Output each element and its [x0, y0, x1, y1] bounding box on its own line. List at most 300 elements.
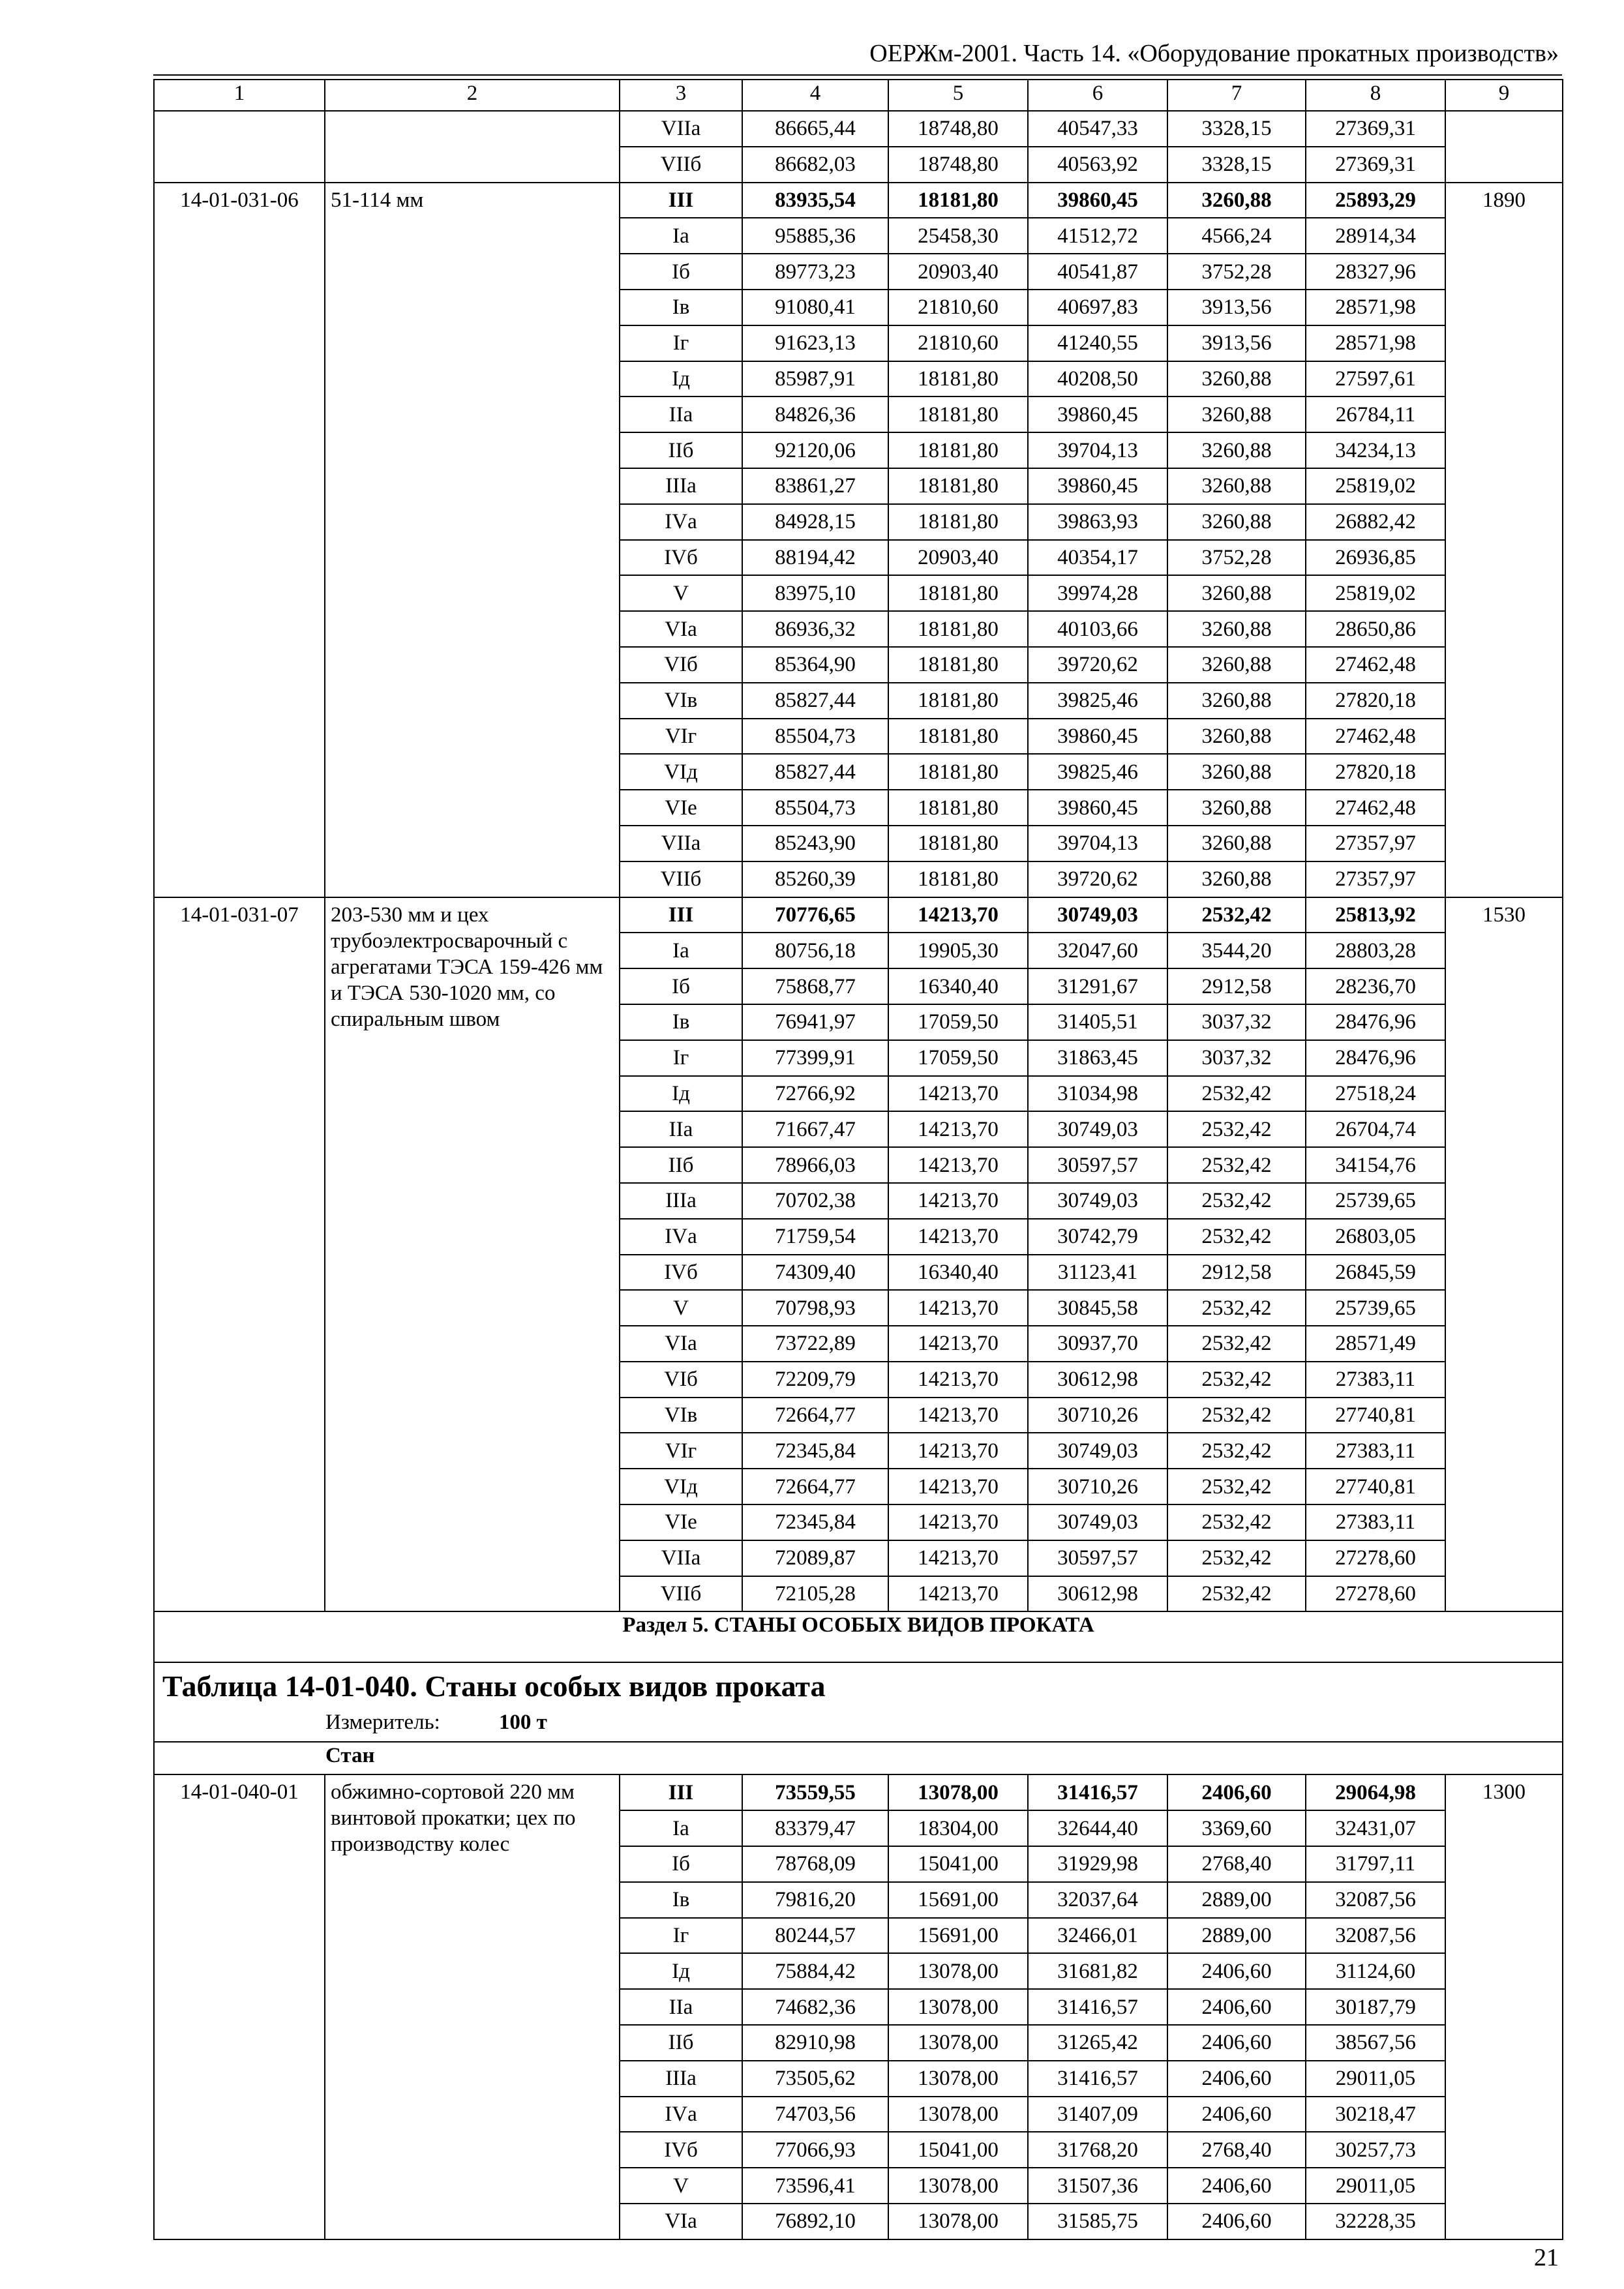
value-cell: 34154,76 [1306, 1147, 1445, 1183]
value-cell: 15691,00 [888, 1918, 1028, 1954]
value-cell: 30749,03 [1028, 897, 1167, 933]
value-cell: 30749,03 [1028, 1433, 1167, 1469]
value-cell: 2406,60 [1167, 2097, 1306, 2132]
value-cell: 13078,00 [888, 2168, 1028, 2204]
value-cell: 2532,42 [1167, 1469, 1306, 1504]
value-cell: 39704,13 [1028, 826, 1167, 861]
value-cell: 2889,00 [1167, 1882, 1306, 1918]
value-cell: 91080,41 [742, 290, 888, 325]
value-cell: 27383,11 [1306, 1362, 1445, 1398]
value-cell: 14213,70 [888, 1576, 1028, 1612]
value-cell: 28571,98 [1306, 290, 1445, 325]
region-cell: IVб [620, 2132, 742, 2168]
value-cell: 31797,11 [1306, 1846, 1445, 1882]
value-cell: 30749,03 [1028, 1111, 1167, 1147]
value-cell: 4566,24 [1167, 218, 1306, 254]
value-cell: 14213,70 [888, 1111, 1028, 1147]
region-cell: Iг [620, 1040, 742, 1076]
value-cell: 31585,75 [1028, 2204, 1167, 2239]
value-cell: 2406,60 [1167, 2204, 1306, 2239]
value-cell: 83975,10 [742, 575, 888, 611]
value-cell: 3544,20 [1167, 933, 1306, 968]
region-cell: Iб [620, 968, 742, 1004]
value-cell: 70702,38 [742, 1183, 888, 1219]
value-cell: 31407,09 [1028, 2097, 1167, 2132]
region-cell: IIIа [620, 468, 742, 504]
value-cell: 27820,18 [1306, 683, 1445, 719]
column-number: 3 [620, 80, 742, 111]
column-number: 4 [742, 80, 888, 111]
value-cell: 31929,98 [1028, 1846, 1167, 1882]
value-cell: 2889,00 [1167, 1918, 1306, 1954]
value-cell: 14213,70 [888, 1362, 1028, 1398]
value-cell: 88194,42 [742, 540, 888, 576]
column-number: 2 [325, 80, 620, 111]
value-cell: 85364,90 [742, 647, 888, 683]
value-cell: 32431,07 [1306, 1810, 1445, 1846]
value-cell: 2532,42 [1167, 1504, 1306, 1540]
value-cell: 2912,58 [1167, 1255, 1306, 1291]
region-cell: Iд [620, 1076, 742, 1112]
value-cell: 30937,70 [1028, 1326, 1167, 1362]
value-cell: 80756,18 [742, 933, 888, 968]
value-cell: 30597,57 [1028, 1147, 1167, 1183]
value-cell: 2532,42 [1167, 897, 1306, 933]
value-cell: 25813,92 [1306, 897, 1445, 933]
region-cell: VIIа [620, 111, 742, 147]
value-cell: 18181,80 [888, 361, 1028, 397]
value-cell: 74309,40 [742, 1255, 888, 1291]
value-cell: 25739,65 [1306, 1290, 1445, 1326]
value-cell: 19905,30 [888, 933, 1028, 968]
value-cell: 39720,62 [1028, 861, 1167, 897]
value-cell: 14213,70 [888, 1469, 1028, 1504]
value-cell: 32037,64 [1028, 1882, 1167, 1918]
value-cell: 3260,88 [1167, 504, 1306, 540]
value-cell: 86665,44 [742, 111, 888, 147]
value-cell: 39860,45 [1028, 790, 1167, 826]
table-body [154, 80, 1563, 2239]
value-cell: 3328,15 [1167, 111, 1306, 147]
region-cell: IIб [620, 432, 742, 468]
region-cell: VIг [620, 1433, 742, 1469]
value-cell: 30257,73 [1306, 2132, 1445, 2168]
value-cell: 14213,70 [888, 1433, 1028, 1469]
region-cell: IVб [620, 540, 742, 576]
table-title: Таблица 14-01-040. Станы особых видов проката [162, 1669, 826, 1703]
value-cell: 28476,96 [1306, 1004, 1445, 1040]
value-cell: 25819,02 [1306, 575, 1445, 611]
value-cell: 2406,60 [1167, 2025, 1306, 2061]
item-code: 14-01-031-06 [154, 183, 325, 897]
region-cell: IVа [620, 1219, 742, 1255]
value-cell: 72345,84 [742, 1504, 888, 1540]
value-cell: 85827,44 [742, 683, 888, 719]
value-cell: 72105,28 [742, 1576, 888, 1612]
value-cell: 3328,15 [1167, 147, 1306, 183]
value-cell: 86936,32 [742, 611, 888, 647]
value-cell: 18304,00 [888, 1810, 1028, 1846]
value-cell: 2532,42 [1167, 1183, 1306, 1219]
value-cell: 3260,88 [1167, 826, 1306, 861]
value-cell: 14213,70 [888, 1540, 1028, 1576]
value-cell: 86682,03 [742, 147, 888, 183]
item-name: 51-114 мм [325, 183, 620, 897]
value-cell: 40208,50 [1028, 361, 1167, 397]
value-cell: 85987,91 [742, 361, 888, 397]
value-cell: 2532,42 [1167, 1076, 1306, 1112]
measure-line [155, 1705, 1562, 1736]
column-number-row [154, 80, 1563, 111]
value-cell: 27383,11 [1306, 1433, 1445, 1469]
measure-value: 100 т [498, 1711, 547, 1735]
value-cell: 73722,89 [742, 1326, 888, 1362]
value-cell: 14213,70 [888, 897, 1028, 933]
value-cell: 20903,40 [888, 254, 1028, 290]
value-cell: 18181,80 [888, 575, 1028, 611]
value-cell: 30710,26 [1028, 1469, 1167, 1504]
column-number: 6 [1028, 80, 1167, 111]
value-cell: 84928,15 [742, 504, 888, 540]
column-number: 5 [888, 80, 1028, 111]
value-cell: 70798,93 [742, 1290, 888, 1326]
value-cell: 31124,60 [1306, 1953, 1445, 1989]
value-cell: 30749,03 [1028, 1504, 1167, 1540]
value-cell: 85827,44 [742, 754, 888, 790]
value-cell: 14213,70 [888, 1076, 1028, 1112]
value-cell: 3037,32 [1167, 1040, 1306, 1076]
value-cell: 39825,46 [1028, 754, 1167, 790]
running-header: ОЕРЖм-2001. Часть 14. «Оборудование прокатных производств» [869, 40, 1559, 67]
value-cell: 82910,98 [742, 2025, 888, 2061]
region-cell: VIIа [620, 826, 742, 861]
region-cell: Iа [620, 933, 742, 968]
value-cell: 3369,60 [1167, 1810, 1306, 1846]
value-cell: 27462,48 [1306, 719, 1445, 755]
value-cell: 18181,80 [888, 432, 1028, 468]
region-cell: Iв [620, 1004, 742, 1040]
value-cell: 31123,41 [1028, 1255, 1167, 1291]
section-title: Раздел 5. СТАНЫ ОСОБЫХ ВИДОВ ПРОКАТА [154, 1611, 1563, 1662]
value-cell: 3752,28 [1167, 540, 1306, 576]
value-cell: 29011,05 [1306, 2061, 1445, 2097]
value-cell: 2532,42 [1167, 1326, 1306, 1362]
table-row [154, 1774, 1563, 1810]
value-cell: 30597,57 [1028, 1540, 1167, 1576]
value-cell: 18181,80 [888, 683, 1028, 719]
value-cell: 2406,60 [1167, 1989, 1306, 2025]
value-cell: 27357,97 [1306, 826, 1445, 861]
value-cell: 15041,00 [888, 1846, 1028, 1882]
value-cell: 2532,42 [1167, 1362, 1306, 1398]
value-cell: 31405,51 [1028, 1004, 1167, 1040]
value-cell: 2532,42 [1167, 1111, 1306, 1147]
value-cell: 39860,45 [1028, 468, 1167, 504]
region-cell: VIа [620, 1326, 742, 1362]
region-cell: Iд [620, 361, 742, 397]
column-9-value: 1530 [1445, 897, 1563, 1612]
value-cell: 76892,10 [742, 2204, 888, 2239]
value-cell: 28327,96 [1306, 254, 1445, 290]
value-cell: 3260,88 [1167, 468, 1306, 504]
value-cell: 18181,80 [888, 504, 1028, 540]
value-cell: 2406,60 [1167, 2061, 1306, 2097]
region-cell: VIе [620, 790, 742, 826]
value-cell: 34234,13 [1306, 432, 1445, 468]
value-cell: 28236,70 [1306, 968, 1445, 1004]
value-cell: 2406,60 [1167, 2168, 1306, 2204]
value-cell: 3260,88 [1167, 719, 1306, 755]
column-number: 7 [1167, 80, 1306, 111]
value-cell: 29011,05 [1306, 2168, 1445, 2204]
value-cell: 3260,88 [1167, 432, 1306, 468]
item-name: 203-530 мм и цех трубоэлектросварочный с агрегатами ТЭСА 159-426 мм и ТЭСА 530-1020 мм, со спиральным швом [325, 897, 620, 1612]
value-cell: 29064,98 [1306, 1774, 1445, 1810]
region-cell: VIд [620, 754, 742, 790]
region-cell: Iа [620, 1810, 742, 1846]
value-cell: 13078,00 [888, 1953, 1028, 1989]
region-cell: V [620, 575, 742, 611]
value-cell: 39860,45 [1028, 183, 1167, 218]
value-cell: 28650,86 [1306, 611, 1445, 647]
region-cell: III [620, 897, 742, 933]
value-cell: 30710,26 [1028, 1398, 1167, 1433]
value-cell: 40103,66 [1028, 611, 1167, 647]
value-cell: 2532,42 [1167, 1433, 1306, 1469]
value-cell: 31416,57 [1028, 2061, 1167, 2097]
region-cell: VIб [620, 1362, 742, 1398]
value-cell: 3037,32 [1167, 1004, 1306, 1040]
value-cell: 18181,80 [888, 861, 1028, 897]
stan-label: Стан [154, 1742, 1563, 1774]
value-cell: 14213,70 [888, 1183, 1028, 1219]
region-cell: IIа [620, 1989, 742, 2025]
empty-cell [1445, 111, 1563, 183]
value-cell: 27597,61 [1306, 361, 1445, 397]
value-cell: 13078,00 [888, 1989, 1028, 2025]
region-cell: IIб [620, 1147, 742, 1183]
value-cell: 80244,57 [742, 1918, 888, 1954]
value-cell: 3260,88 [1167, 790, 1306, 826]
region-cell: VIа [620, 2204, 742, 2239]
value-cell: 18748,80 [888, 147, 1028, 183]
value-cell: 27369,31 [1306, 147, 1445, 183]
value-cell: 30612,98 [1028, 1362, 1167, 1398]
value-cell: 2532,42 [1167, 1290, 1306, 1326]
measure-label: Измеритель: [325, 1711, 440, 1735]
value-cell: 40563,92 [1028, 147, 1167, 183]
value-cell: 14213,70 [888, 1504, 1028, 1540]
region-cell: VIг [620, 719, 742, 755]
value-cell: 30742,79 [1028, 1219, 1167, 1255]
value-cell: 31681,82 [1028, 1953, 1167, 1989]
value-cell: 14213,70 [888, 1290, 1028, 1326]
value-cell: 2912,58 [1167, 968, 1306, 1004]
value-cell: 3260,88 [1167, 754, 1306, 790]
value-cell: 72766,92 [742, 1076, 888, 1112]
table-title-cell [154, 1662, 1563, 1742]
value-cell: 41240,55 [1028, 325, 1167, 361]
region-cell: V [620, 1290, 742, 1326]
value-cell: 39825,46 [1028, 683, 1167, 719]
value-cell: 40547,33 [1028, 111, 1167, 147]
region-cell: VIе [620, 1504, 742, 1540]
column-number: 9 [1445, 80, 1563, 111]
value-cell: 30612,98 [1028, 1576, 1167, 1612]
value-cell: 15041,00 [888, 2132, 1028, 2168]
value-cell: 32466,01 [1028, 1918, 1167, 1954]
value-cell: 72209,79 [742, 1362, 888, 1398]
item-code: 14-01-031-07 [154, 897, 325, 1612]
empty-cell [154, 111, 325, 183]
value-cell: 32087,56 [1306, 1918, 1445, 1954]
value-cell: 2532,42 [1167, 1398, 1306, 1433]
value-cell: 16340,40 [888, 968, 1028, 1004]
value-cell: 3260,88 [1167, 183, 1306, 218]
value-cell: 41512,72 [1028, 218, 1167, 254]
value-cell: 15691,00 [888, 1882, 1028, 1918]
value-cell: 73559,55 [742, 1774, 888, 1810]
value-cell: 14213,70 [888, 1219, 1028, 1255]
value-cell: 40354,17 [1028, 540, 1167, 576]
value-cell: 16340,40 [888, 1255, 1028, 1291]
value-cell: 27740,81 [1306, 1398, 1445, 1433]
value-cell: 70776,65 [742, 897, 888, 933]
value-cell: 32047,60 [1028, 933, 1167, 968]
value-cell: 85243,90 [742, 826, 888, 861]
value-cell: 17059,50 [888, 1004, 1028, 1040]
region-cell: Iг [620, 325, 742, 361]
value-cell: 25893,29 [1306, 183, 1445, 218]
value-cell: 89773,23 [742, 254, 888, 290]
region-cell: IIIа [620, 2061, 742, 2097]
region-cell: IIб [620, 2025, 742, 2061]
table-row [154, 897, 1563, 933]
value-cell: 71667,47 [742, 1111, 888, 1147]
value-cell: 83861,27 [742, 468, 888, 504]
value-cell: 73596,41 [742, 2168, 888, 2204]
value-cell: 75884,42 [742, 1953, 888, 1989]
column-number: 8 [1306, 80, 1445, 111]
value-cell: 3260,88 [1167, 861, 1306, 897]
value-cell: 75868,77 [742, 968, 888, 1004]
value-cell: 21810,60 [888, 325, 1028, 361]
value-cell: 30845,58 [1028, 1290, 1167, 1326]
region-cell: IIа [620, 1111, 742, 1147]
value-cell: 25819,02 [1306, 468, 1445, 504]
value-cell: 3913,56 [1167, 325, 1306, 361]
value-cell: 3752,28 [1167, 254, 1306, 290]
value-cell: 3260,88 [1167, 575, 1306, 611]
value-cell: 25458,30 [888, 218, 1028, 254]
value-cell: 83935,54 [742, 183, 888, 218]
value-cell: 32087,56 [1306, 1882, 1445, 1918]
region-cell: VIIб [620, 1576, 742, 1612]
value-cell: 40541,87 [1028, 254, 1167, 290]
value-cell: 28571,49 [1306, 1326, 1445, 1362]
value-cell: 91623,13 [742, 325, 888, 361]
value-cell: 13078,00 [888, 2097, 1028, 2132]
value-cell: 14213,70 [888, 1326, 1028, 1362]
value-cell: 20903,40 [888, 540, 1028, 576]
region-cell: VIIб [620, 861, 742, 897]
page-number: 21 [1534, 2244, 1559, 2271]
rates-table [153, 79, 1563, 2240]
value-cell: 38567,56 [1306, 2025, 1445, 2061]
section-title-row [154, 1611, 1563, 1662]
value-cell: 2768,40 [1167, 1846, 1306, 1882]
value-cell: 18181,80 [888, 611, 1028, 647]
value-cell: 2406,60 [1167, 1774, 1306, 1810]
value-cell: 13078,00 [888, 1774, 1028, 1810]
value-cell: 79816,20 [742, 1882, 888, 1918]
region-cell: IVа [620, 504, 742, 540]
value-cell: 27369,31 [1306, 111, 1445, 147]
value-cell: 31291,67 [1028, 968, 1167, 1004]
region-cell: III [620, 183, 742, 218]
value-cell: 18181,80 [888, 396, 1028, 432]
region-cell: IVб [620, 1255, 742, 1291]
value-cell: 18181,80 [888, 183, 1028, 218]
region-cell: V [620, 2168, 742, 2204]
table-row [154, 183, 1563, 218]
value-cell: 30218,47 [1306, 2097, 1445, 2132]
value-cell: 74682,36 [742, 1989, 888, 2025]
value-cell: 3260,88 [1167, 683, 1306, 719]
value-cell: 84826,36 [742, 396, 888, 432]
value-cell: 27820,18 [1306, 754, 1445, 790]
item-code: 14-01-040-01 [154, 1774, 325, 2239]
value-cell: 85260,39 [742, 861, 888, 897]
region-cell: Iг [620, 1918, 742, 1954]
value-cell: 27383,11 [1306, 1504, 1445, 1540]
value-cell: 26936,85 [1306, 540, 1445, 576]
region-cell: III [620, 1774, 742, 1810]
value-cell: 18181,80 [888, 790, 1028, 826]
value-cell: 26704,74 [1306, 1111, 1445, 1147]
value-cell: 31034,98 [1028, 1076, 1167, 1112]
value-cell: 27518,24 [1306, 1076, 1445, 1112]
value-cell: 13078,00 [888, 2025, 1028, 2061]
value-cell: 2532,42 [1167, 1147, 1306, 1183]
value-cell: 83379,47 [742, 1810, 888, 1846]
value-cell: 26845,59 [1306, 1255, 1445, 1291]
value-cell: 3260,88 [1167, 361, 1306, 397]
value-cell: 21810,60 [888, 290, 1028, 325]
value-cell: 17059,50 [888, 1040, 1028, 1076]
region-cell: Iа [620, 218, 742, 254]
value-cell: 39863,93 [1028, 504, 1167, 540]
value-cell: 13078,00 [888, 2061, 1028, 2097]
value-cell: 18181,80 [888, 468, 1028, 504]
value-cell: 27278,60 [1306, 1576, 1445, 1612]
stan-row [154, 1742, 1563, 1774]
value-cell: 39974,28 [1028, 575, 1167, 611]
value-cell: 30187,79 [1306, 1989, 1445, 2025]
value-cell: 3260,88 [1167, 611, 1306, 647]
value-cell: 39704,13 [1028, 432, 1167, 468]
value-cell: 71759,54 [742, 1219, 888, 1255]
value-cell: 85504,73 [742, 719, 888, 755]
value-cell: 85504,73 [742, 790, 888, 826]
value-cell: 31265,42 [1028, 2025, 1167, 2061]
value-cell: 73505,62 [742, 2061, 888, 2097]
value-cell: 39720,62 [1028, 647, 1167, 683]
region-cell: IIа [620, 396, 742, 432]
value-cell: 28803,28 [1306, 933, 1445, 968]
value-cell: 31507,36 [1028, 2168, 1167, 2204]
value-cell: 3913,56 [1167, 290, 1306, 325]
